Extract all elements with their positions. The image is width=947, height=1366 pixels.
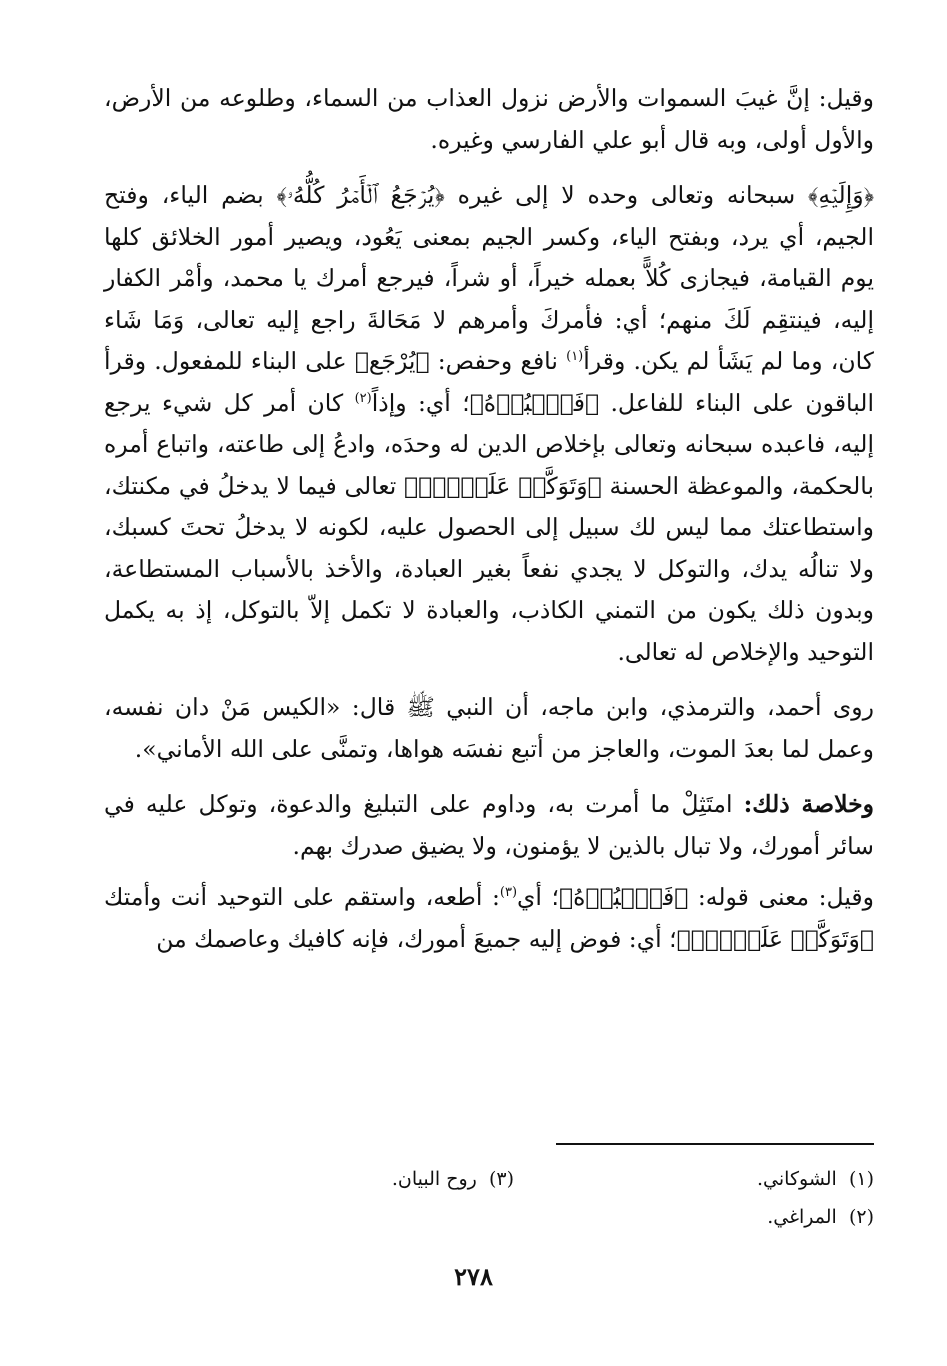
quran-quote: ﴿يُرۡجَعُ ٱلۡأَمۡرُ كُلُّهُۥ﴾ [276,181,445,209]
footnote-3 [154,1160,514,1198]
footnotes [104,1160,874,1236]
footnote-ref: (٣) [499,885,518,901]
quran-quote: ﴿وَإِلَيۡهِ﴾ [808,181,874,209]
footnote-1 [514,1160,874,1198]
body-text [104,78,874,974]
page-number: ٢٧٨ [454,1262,493,1291]
quran-quote: ﴿وَتَوَكَّلۡ عَلَيۡهِۚ﴾ [404,471,602,500]
paragraph-text: كان أمر كل شيء يرجع إليه، فاعبده سبحانه وتعالى بإخلاص الدين له وحدَه، وادعُ إلى طاعته، واتباع أمره بالحكمة، والموعظة الحسنة [104,388,874,500]
footnote-row [104,1160,874,1198]
footnote-number: (٣) [488,1168,514,1190]
paragraph-text: : أطعه، واستقم على التوحيد أنت وأمتك [104,883,500,911]
paragraph-text: ؛ أي: فوض إليه جميعَ أمورك، فإنه كافيك وعاصمك من [156,924,677,953]
quran-quote: ﴿وَتَوَكَّلۡ عَلَيۡهِۚ﴾ [676,924,874,953]
paragraph-1: وقيل: إنَّ غيبَ السموات والأرض نزول العذاب من السماء، وطلوعه من الأرض، والأول أولى، وبه قال أبو علي الفارسي وغيره. [104,84,874,154]
quran-quote: ﴿فَٱعۡبُدۡهُ﴾ [469,388,600,417]
paragraph-text: تعالى فيما لا يدخلُ في مكنتك، واستطاعتك مما ليس لك سبيل إلى الحصول عليه، لكونه لا يدخلُ تحتَ كسبك، ولا تنالُه يدك، والتوكل لا يجدي نفعاً بغير العبادة، والأخذ بالأسباب المستطاعة، وبدون ذلك يكون من التمني الكاذب، والعبادة لا تكمل إلاّ بالتوكل، إذ به يكمل التوحيد والإخلاص له تعالى. [104,471,874,666]
footnote-2 [514,1198,874,1236]
paragraph-text: ؛ أي: وإذاً [371,388,470,417]
footnote-text: روح البيان. [391,1168,477,1190]
paragraph-4 [104,784,874,867]
footnote-number: (٢) [848,1206,874,1228]
paragraph-3: روى أحمد، والترمذي، وابن ماجه، أن النبي ﷺ قال: «الكيس مَنْ دان نفسه، وعمل لما بعدَ الموت، والعاجز من أتبع نفسَه هواها، وتمنَّى على الله الأماني». [104,693,874,763]
paragraph-text: بضم الياء، وفتح الجيم، أي يرد، وبفتح الياء، وكسر الجيم بمعنى يَعُود، ويصير أمور الخلائق كلها يوم القيامة، فيجازى كُلاًّ بعمله خيراً، أو شراً، فيرجع أمرك يا محمد، وأمْر الكفار إليه، فينتقِم لَكَ منهم؛ أي: فأمركَ وأمرهم لا مَحَالةَ راجع إليه تعالى، وَمَا شَاء كان، وما لم يَشَأ لم يكن. وقرأ [104,181,874,375]
footnote-number: (١) [848,1168,874,1190]
footnote-row [104,1198,874,1236]
paragraph-text: سبحانه وتعالى وحده لا إلى غيره [444,181,809,209]
paragraph-2 [104,175,874,673]
summary-heading: وخلاصة ذلك: [743,790,874,818]
quran-quote: ﴿فَٱعۡبُدۡهُ﴾ [558,883,689,911]
paragraph-5 [104,877,874,960]
paragraph-text: نافع وحفص: [429,347,567,375]
footnote-ref: (١) [566,349,584,365]
footnote-text: الشوكاني. [757,1168,837,1190]
paragraph-text: وقيل: معنى قوله: [688,883,874,911]
footnote-ref: (٢) [354,390,372,406]
paragraph-text: على البناء للمفعول. وقرأ الباقون على البناء للفاعل. [104,347,874,417]
quran-quote: ﴿يُرْجَع﴾ [354,347,430,375]
footnote-divider [556,1143,874,1145]
footnote-text: المراغي. [767,1206,837,1228]
paragraph-text: امتَثِلْ ما أمرت به، وداوم على التبليغ والدعوة، وتوكل عليه في سائر أمورك، ولا تبال بالذين لا يؤمنون، ولا يضيق صدرك بهم. [104,790,874,860]
paragraph-text: ؛ أي [517,883,559,911]
